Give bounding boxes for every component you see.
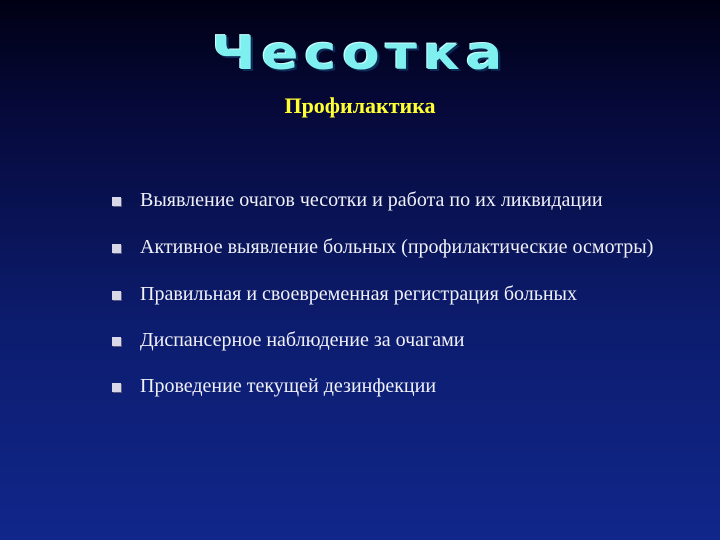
bullet-text: Выявление очагов чесотки и работа по их ликвидации [140,189,603,211]
bullet-text: Правильная и своевременная регистрация больных [140,283,577,305]
bullet-text: Активное выявление больных (профилактические осмотры) [140,236,654,258]
bullet-item [112,280,692,309]
bullet-list [112,186,692,418]
slide-subtitle: Профилактика [284,93,436,118]
slide-title: Чесотка [211,26,509,80]
square-bullet-icon [112,383,121,392]
square-bullet-icon [112,291,121,300]
square-bullet-icon [112,197,121,206]
bullet-item [112,372,692,401]
square-bullet-icon [112,337,121,346]
bullet-item [112,233,692,262]
bullet-item [112,186,692,215]
bullet-item [112,326,692,355]
bullet-text: Диспансерное наблюдение за очагами [140,329,465,351]
square-bullet-icon [112,244,121,253]
bullet-text: Проведение текущей дезинфекции [140,375,437,397]
